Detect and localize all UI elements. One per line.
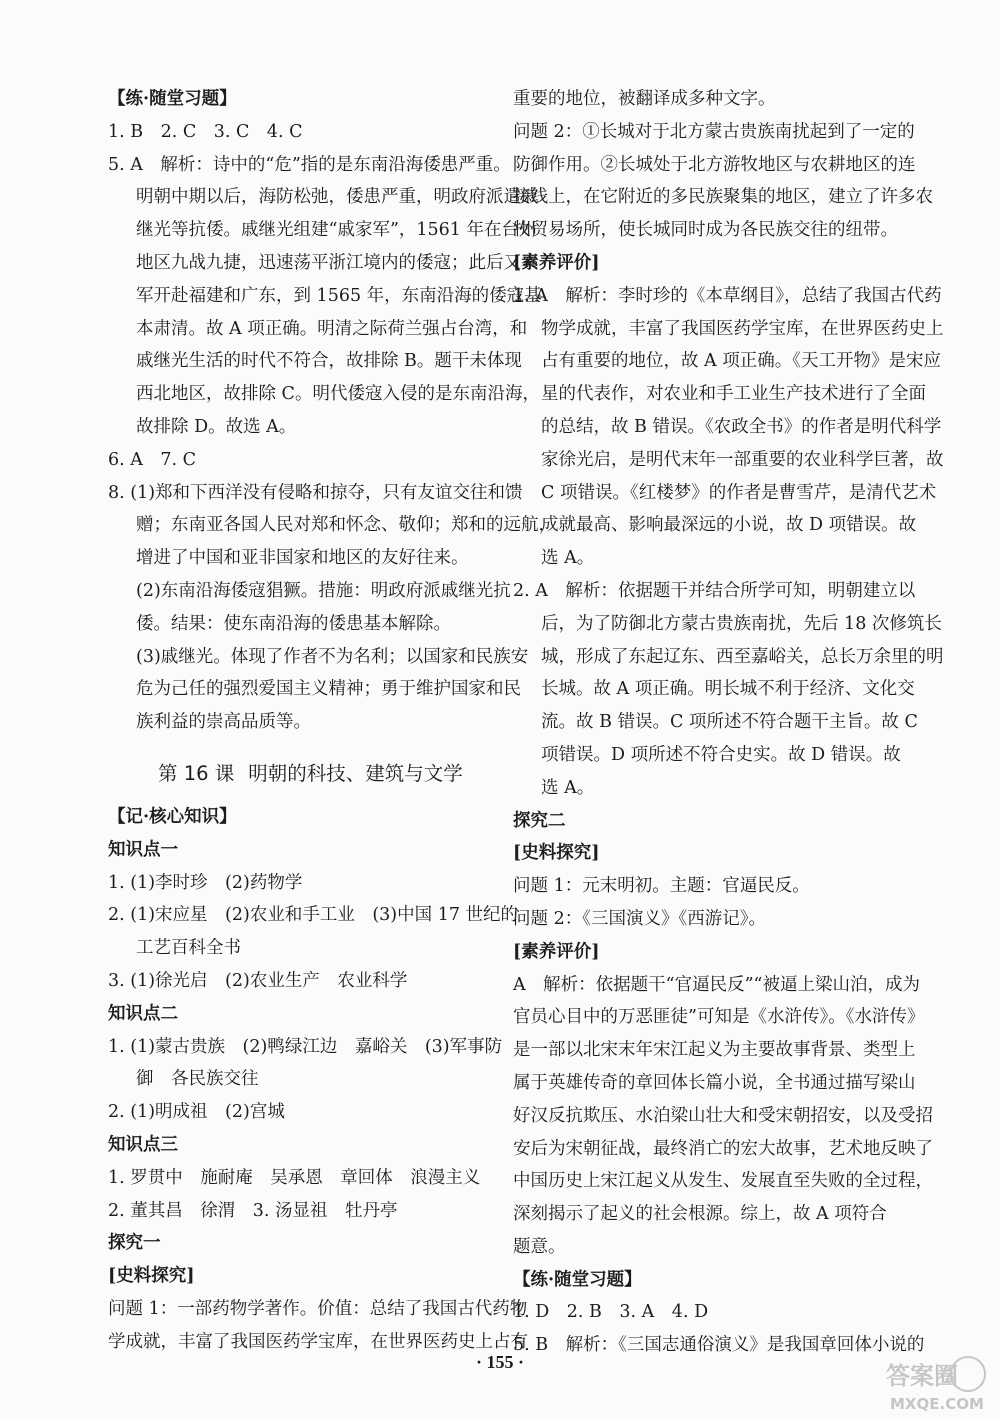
text-line: 长城。故 A 项正确。明长城不利于经济、文化交 xyxy=(541,679,915,700)
section-heading: 知识点二 xyxy=(108,1003,178,1024)
text-line: (2)东南沿海倭寇猖獗。措施：明政府派戚继光抗 xyxy=(136,580,511,601)
section-heading: 探究一 xyxy=(108,1233,161,1254)
text-line: 选 A。 xyxy=(541,548,595,569)
text-line: 防御作用。②长城处于北方游牧地区与农耕地区的连 xyxy=(513,154,916,175)
text-line: 2. A 解析：依据题干并结合所学可知，明朝建立以 xyxy=(513,580,916,601)
text-line: A 解析：依据题干“官逼民反”“被逼上梁山泊，成为 xyxy=(513,974,920,995)
text-line: 是一部以北宋末年宋江起义为主要故事背景、类型上 xyxy=(513,1040,916,1061)
text-line: 接线上，在它附近的多民族聚集的地区，建立了许多农 xyxy=(513,187,933,208)
section-heading: [史料探究] xyxy=(108,1266,195,1287)
text-line: 成就最高、影响最深远的小说，故 D 项错误。故 xyxy=(541,515,917,536)
text-line: 牧贸易场所，使长城同时成为各民族交往的纽带。 xyxy=(513,220,898,241)
text-line: 1. A 解析：李时珍的《本草纲目》，总结了我国古代药 xyxy=(513,285,942,306)
watermark-logo xyxy=(882,1354,992,1416)
text-line: 2. (1)明成祖 (2)宫城 xyxy=(108,1102,285,1123)
section-heading: 【练·随堂习题】 xyxy=(108,89,237,109)
text-line: 项错误。D 项所述不符合史实。故 D 错误。故 xyxy=(541,744,901,765)
text-line: 工艺百科全书 xyxy=(136,938,241,959)
section-heading: 知识点三 xyxy=(108,1134,178,1155)
text-line: 赠；东南亚各国人民对郑和怀念、敬仰；郑和的远航， xyxy=(136,515,556,536)
text-line: 深刻揭示了起义的社会根源。综上，故 A 项符合 xyxy=(513,1204,887,1225)
page-number: · 155 · xyxy=(475,1352,524,1372)
text-line: 选 A。 xyxy=(541,777,595,798)
text-line: 军开赴福建和广东，到 1565 年，东南沿海的倭寇基 xyxy=(136,285,542,306)
text-line: 地区九战九捷，迅速荡平浙江境内的倭寇；此后又率 xyxy=(136,252,539,273)
text-line: 安后为宋朝征战，最终消亡的宏大故事，艺术地反映了 xyxy=(513,1138,933,1159)
text-line: 的总结，故 B 错误。《农政全书》的作者是明代科学 xyxy=(541,416,942,437)
text-line: 好汉反抗欺压、水泊梁山壮大和受宋朝招安，以及受招 xyxy=(513,1105,933,1126)
text-line: 问题 1：元末明初。主题：官逼民反。 xyxy=(513,876,810,897)
lesson-number: 第 16 课 xyxy=(158,761,235,785)
text-line: 1. (1)蒙古贵族 (2)鸭绿江边 嘉峪关 (3)军事防 xyxy=(108,1036,503,1057)
text-line: 2. (1)宋应星 (2)农业和手工业 (3)中国 17 世纪的 xyxy=(108,905,519,926)
text-line: C 项错误。《红楼梦》的作者是曹雪芹，是清代艺术 xyxy=(541,482,937,503)
section-heading: 探究二 xyxy=(513,810,566,831)
text-line: 1. 罗贯中 施耐庵 吴承恩 章回体 浪漫主义 xyxy=(108,1167,481,1188)
text-line: 属于英雄传奇的章回体长篇小说，全书通过描写梁山 xyxy=(513,1072,916,1093)
watermark-url: MXQE.COM xyxy=(890,1395,984,1413)
text-line: 增进了中国和亚非国家和地区的友好往来。 xyxy=(136,548,469,569)
watermark-title: 答案圈 xyxy=(886,1362,958,1390)
text-line: 3. (1)徐光启 (2)农业生产 农业科学 xyxy=(108,970,408,991)
text-line: 御 各民族交往 xyxy=(136,1069,259,1090)
section-heading: 【记·核心知识】 xyxy=(108,806,237,827)
text-line: 占有重要的地位，故 A 项正确。《天工开物》是宋应 xyxy=(541,351,942,372)
text-line: 问题 2：《三国演义》《西游记》。 xyxy=(513,908,766,929)
text-line: 物学成就，丰富了我国医药学宝库，在世界医药史上 xyxy=(541,318,944,339)
section-heading: 知识点一 xyxy=(108,839,178,860)
text-line: 流。故 B 错误。C 项所述不符合题干主旨。故 C xyxy=(541,712,918,733)
section-heading: [史料探究] xyxy=(513,843,600,864)
text-line: 故排除 D。故选 A。 xyxy=(136,416,297,437)
text-line: 西北地区，故排除 C。明代倭寇入侵的是东南沿海， xyxy=(136,384,540,405)
text-line: 1. (1)李时珍 (2)药物学 xyxy=(108,872,303,893)
text-line: 家徐光启，是明代末年一部重要的农业科学巨著，故 xyxy=(541,449,944,470)
text-line: 星的代表作，对农业和手工业生产技术进行了全面 xyxy=(541,384,926,405)
text-line: 危为己任的强烈爱国主义精神；勇于维护国家和民 xyxy=(136,679,521,700)
text-line: 后，为了防御北方蒙古贵族南扰，先后 18 次修筑长 xyxy=(541,613,942,634)
text-line: 明朝中期以后，海防松弛，倭患严重，明政府派遣戚 xyxy=(136,187,539,208)
text-line: 题意。 xyxy=(513,1236,566,1257)
text-line: 问题 2：①长城对于北方蒙古贵族南扰起到了一定的 xyxy=(513,121,915,142)
text-line: 问题 1：一部药物学著作。价值：总结了我国古代药物 xyxy=(108,1298,528,1319)
section-heading: 【练·随堂习题】 xyxy=(513,1269,642,1290)
text-line: 官员心目中的万恶匪徒”可知是《水浒传》。《水浒传》 xyxy=(513,1007,925,1028)
text-line: 继光等抗倭。戚继光组建“戚家军”，1561 年在台州 xyxy=(136,220,537,241)
lesson-title xyxy=(108,739,500,801)
text-line: 8. (1)郑和下西洋没有侵略和掠夺，只有友谊交往和馈 xyxy=(108,482,523,503)
text-line: 重要的地位，被翻译成多种文字。 xyxy=(513,89,776,109)
text-line: 戚继光生活的时代不符合，故排除 B。题干未体现 xyxy=(136,351,522,372)
text-line: 中国历史上宋江起义从发生、发展直至失败的全过程， xyxy=(513,1171,933,1192)
right-column xyxy=(513,83,944,1362)
text-line: 5. B 解析：《三国志通俗演义》是我国章回体小说的 xyxy=(513,1335,925,1356)
text-line: 6. A 7. C xyxy=(108,449,197,470)
section-heading: [素养评价] xyxy=(513,252,600,273)
text-line: 1. B 2. C 3. C 4. C xyxy=(108,121,303,142)
text-line: 2. 董其昌 徐渭 3. 汤显祖 牡丹亭 xyxy=(108,1200,398,1221)
text-line: 1. D 2. B 3. A 4. D xyxy=(513,1302,709,1323)
text-line: 倭。结果：使东南沿海的倭患基本解除。 xyxy=(136,613,451,634)
text-line: (3)戚继光。体现了作者不为名利；以国家和民族安 xyxy=(136,646,529,667)
text-line: 族利益的崇高品质等。 xyxy=(136,712,311,733)
text-line: 学成就，丰富了我国医药学宝库，在世界医药史上占有 xyxy=(108,1331,528,1352)
section-heading: [素养评价] xyxy=(513,941,600,962)
text-line: 城，形成了东起辽东、西至嘉峪关，总长万余里的明 xyxy=(541,646,944,667)
text-line: 5. A 解析：诗中的“危”指的是东南沿海倭患严重。 xyxy=(108,154,511,175)
text-line: 本肃清。故 A 项正确。明清之际荷兰强占台湾，和 xyxy=(136,318,528,339)
lesson-name: 明朝的科技、建筑与文学 xyxy=(248,761,463,785)
